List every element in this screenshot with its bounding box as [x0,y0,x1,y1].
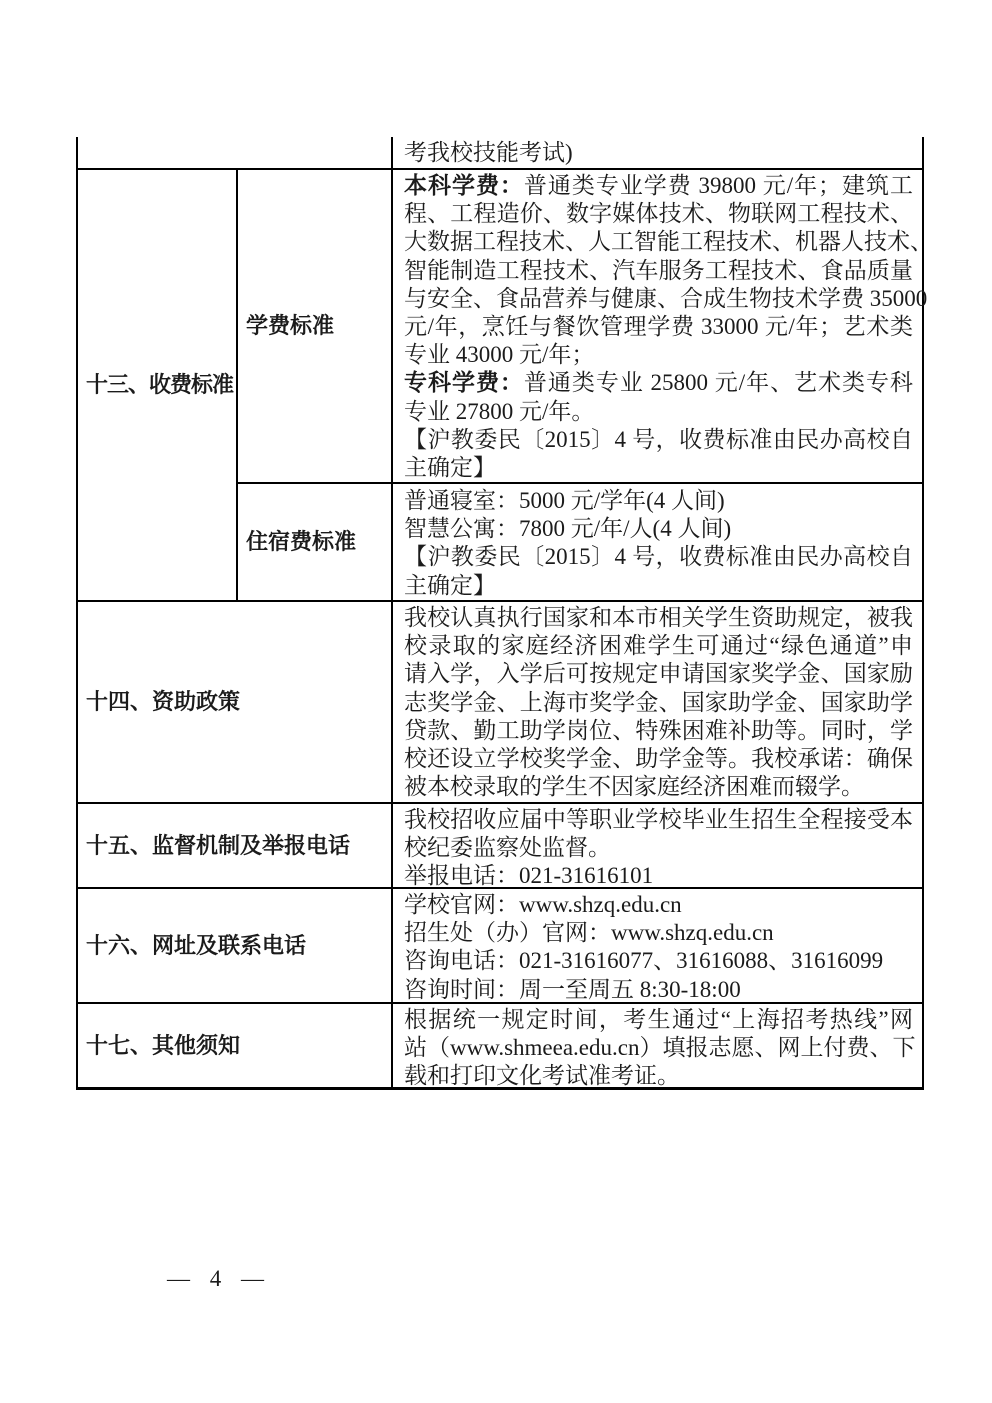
text-line [404,543,913,571]
text-run: 普通寝室：5000 元/学年(4 人间) [404,488,725,513]
cell-section16-content [393,889,921,1002]
text-line [404,745,913,773]
text-run: 被本校录取的学生不因家庭经济困难而辍学。 [404,774,864,800]
cell-section17-label [78,1004,390,1087]
text-run: 程、工程造价、数字媒体技术、物联网工程技术、 [404,201,913,227]
text-run: 智能制造工程技术、汽车服务工程技术、食品质量 [404,257,913,283]
text-line [404,369,913,397]
text-line [404,398,913,426]
section14-label: 十四、资助政策 [86,689,241,714]
cell-tuition-content [393,170,933,482]
bold-run: 专科学费： [404,370,524,396]
cell-section14-content [393,602,921,802]
text-line [404,313,913,341]
text-line [404,139,914,167]
text-line [404,1034,916,1062]
text-run: 专业 27800 元/年。 [404,398,595,424]
cell-section13-label [78,170,235,600]
text-run: 【沪教委民〔2015〕4 号，收费标准由民办高校自 [404,544,913,570]
text-line [404,834,913,862]
text-run: 贷款、勤工助学岗位、特殊困难补助等。同时，学 [404,717,913,743]
text-run: 学校官网：www.shzq.edu.cn [404,892,682,917]
section13-label: 十三、收费标准 [86,372,234,397]
cell-section15-content [393,804,921,887]
bold-run: 本科学费： [404,173,524,198]
text-run: 请入学，入学后可按规定申请国家奖学金、国家励 [404,661,913,687]
text-run: 智慧公寓：7800 元/年/人(4 人间) [404,516,732,542]
cell-tuition-label [238,170,390,482]
text-line [404,200,913,228]
text-line [404,773,913,801]
text-run: 站（www.shmeea.edu.cn）填报志愿、网上付费、下 [404,1035,916,1061]
text-run: 普通类专业学费 39800 元/年；建筑工 [523,173,914,198]
text-run: 【沪教委民〔2015〕4 号，收费标准由民办高校自 [404,426,913,452]
cell-section17-content [393,1004,921,1087]
section15-label: 十五、监督机制及举报电话 [86,832,351,858]
text-line [404,806,913,834]
text-line [404,454,913,482]
cell-accommodation-label [238,484,390,600]
cell-section16-label [78,889,390,1002]
section17-label: 十七、其他须知 [86,1032,241,1058]
cell-section15-label [78,804,390,887]
text-run: 咨询时间：周一至周五 8:30-18:00 [404,976,741,1002]
cell-section14-label [78,602,390,802]
text-line [404,487,913,515]
text-run: 普通类专业 25800 元/年、艺术类专科 [523,370,914,396]
text-line [404,1062,913,1090]
text-run: 校录取的家庭经济困难学生可通过“绿色通道”申 [404,633,913,659]
text-run: 校纪委监察处监督。 [404,835,611,861]
text-line [404,341,913,369]
text-line [404,976,913,1004]
text-run: 我校认真执行国家和本市相关学生资助规定，被我 [404,605,913,630]
text-run: 考我校技能考试) [404,140,573,165]
text-run: 专业 43000 元/年； [404,342,595,368]
text-line [404,1006,913,1034]
text-line [404,632,913,660]
text-run: 与安全、食品营养与健康、合成生物技术学费 35000 [404,285,928,311]
text-run: 校还设立学校奖学金、助学金等。我校承诺：确保 [404,746,913,772]
text-run: 我校招收应届中等职业学校毕业生招生全程接受本 [404,807,913,832]
text-line [404,172,913,200]
text-run: 载和打印文化考试准考证。 [404,1063,680,1089]
text-line [404,717,913,745]
text-line [404,919,913,947]
text-run: 元/年，烹饪与餐饮管理学费 33000 元/年；艺术类 [404,314,913,340]
text-run: 招生处（办）官网：www.shzq.edu.cn [404,920,774,946]
text-line [404,891,913,919]
cell-continuation-content [393,137,922,168]
text-line [404,515,913,543]
cell-accommodation-content [393,484,921,600]
text-line [404,947,913,975]
text-run: 咨询电话：021-31616077、31616088、31616099 [404,948,884,974]
text-run: 主确定】 [404,572,496,598]
text-line [404,228,933,256]
table-border-right [922,137,924,1090]
text-line [404,604,913,632]
text-line [404,572,913,600]
accommodation-label: 住宿费标准 [246,529,357,554]
text-run: 大数据工程技术、人工智能工程技术、机器人技术、 [404,229,933,255]
text-run: 根据统一规定时间，考生通过“上海招考热线”网 [404,1007,913,1032]
text-line [404,257,913,285]
text-line [404,862,913,890]
text-run: 举报电话：021-31616101 [404,863,654,889]
text-line [404,660,913,688]
page-number: — 4 — [167,1266,264,1291]
section16-label: 十六、网址及联系电话 [86,932,307,958]
text-run: 志奖学金、上海市奖学金、国家助学金、国家助学 [404,689,913,715]
text-line [404,285,928,313]
text-line [404,426,913,454]
text-line [404,689,913,717]
tuition-label: 学费标准 [246,313,335,338]
text-run: 主确定】 [404,455,496,481]
